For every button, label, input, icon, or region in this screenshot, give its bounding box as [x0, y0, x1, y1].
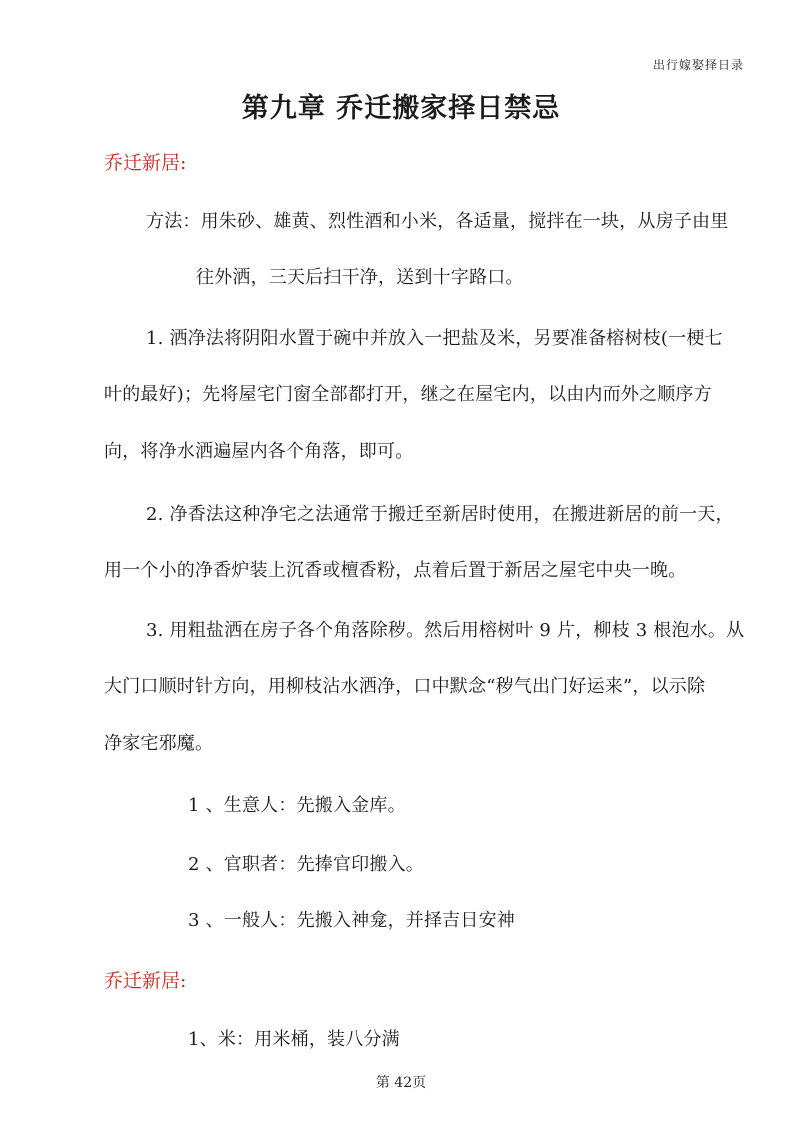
section-heading: 乔迁新居:: [104, 152, 187, 174]
paragraph-line: 净家宅邪魔。: [104, 733, 214, 754]
method-line: 往外洒，三天后扫干净，送到十字路口。: [196, 267, 524, 288]
page-number: 第 42页: [375, 1075, 427, 1091]
paragraph-line: 用一个小的净香炉装上沉香或檀香粉，点着后置于新居之屋宅中央一晚。: [104, 560, 687, 581]
list-item: 2 、官职者：先捧官印搬入。: [188, 854, 424, 875]
section-heading: 乔迁新居:: [104, 970, 187, 992]
paragraph-line: 大门口顺时针方向，用柳枝沾水洒净，口中默念“秽气出门好运来”，以示除: [104, 676, 706, 697]
list-item: 1 、生意人：先搬入金库。: [188, 795, 406, 816]
paragraph-line: 叶的最好)；先将屋宅门窗全部都打开，继之在屋宅内，以由内而外之顺序方: [104, 384, 712, 405]
paragraph-line: 3. 用粗盐洒在房子各个角落除秽。然后用榕树叶 9 片，柳枝 3 根泡水。从: [146, 620, 745, 641]
paragraph-line: 向，将净水洒遍屋内各个角落，即可。: [104, 441, 414, 462]
list-item: 3 、一般人：先搬入神龛，并择吉日安神: [188, 910, 515, 931]
chapter-title: 第九章 乔迁搬家择日禁忌: [241, 93, 561, 124]
paragraph-line: 1. 洒净法将阴阳水置于碗中并放入一把盐及米，另要准备榕树枝(一梗七: [146, 328, 723, 349]
paragraph-line: 2. 净香法这种净宅之法通常于搬迁至新居时使用，在搬进新居的前一天，: [146, 504, 734, 525]
header-note: 出行嫁娶择日录: [652, 58, 744, 72]
list-item: 1、米：用米桶，装八分满: [188, 1029, 400, 1050]
method-line: 方法：用朱砂、雄黄、烈性酒和小米，各适量，搅拌在一块，从房子由里: [146, 211, 729, 232]
